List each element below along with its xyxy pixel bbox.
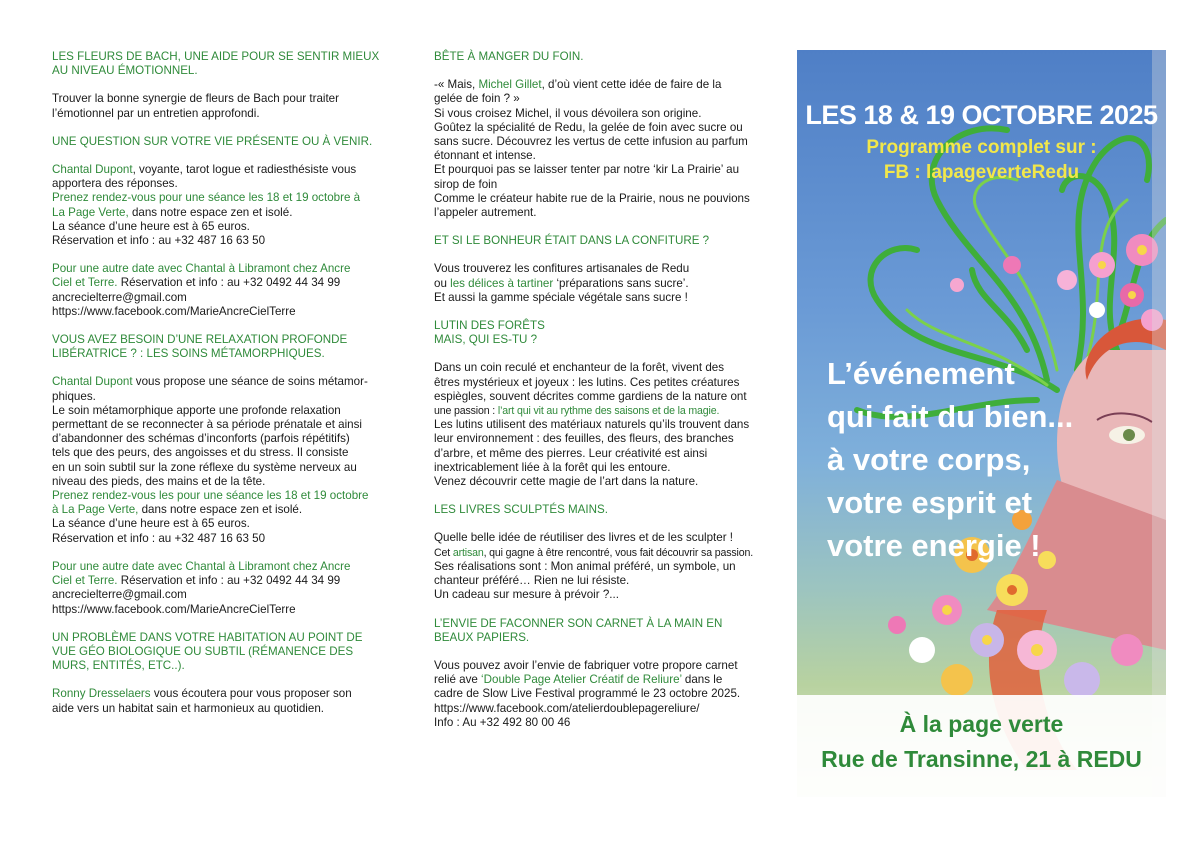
- foin-line10: l’appeler autrement.: [434, 206, 537, 220]
- question-line2: apportera des réponses.: [52, 177, 178, 191]
- slogan-line1: L’événement: [827, 356, 1015, 391]
- confiture-line1: Vous trouverez les confitures artisanales de Redu: [434, 262, 690, 276]
- relax-line1: Chantal Dupont vous propose une séance de soins métamor-: [52, 375, 368, 389]
- libramont2-facebook: https://www.facebook.com/MarieAncreCielTerre: [52, 602, 296, 616]
- question-title: UNE QUESTION SUR VOTRE VIE PRÉSENTE OU À VENIR.: [52, 134, 373, 148]
- carnet-title-line2: BEAUX PAPIERS.: [434, 630, 530, 644]
- confiture-line3: Et aussi la gamme spéciale végétale sans sucre !: [434, 290, 688, 304]
- relax-title-line2: LIBÉRATRICE ? : LES SOINS MÉTAMORPHIQUES.: [52, 347, 325, 361]
- relax-line5: d’abandonner des schémas d’inconforts (parfois répétitifs): [52, 432, 350, 446]
- address-street: Rue de Transinne, 21 à REDU: [821, 746, 1142, 772]
- libramont2-email: ancrecielterre@gmail.com: [52, 588, 187, 602]
- iris-shape: [1123, 429, 1135, 441]
- middle-column: [434, 50, 779, 730]
- lutin-line4: une passion : l’art qui vit au rythme des saisons et de la magie.: [434, 405, 720, 418]
- lutin-line5: Les lutins utilisent des matériaux naturels qu’ils trouvent dans: [434, 418, 750, 432]
- lutin-line1: Dans un coin reculé et enchanteur de la forêt, vivent des: [434, 361, 725, 375]
- libramont-line2: Ciel et Terre. Réservation et info : au +32 0492 44 34 99: [52, 276, 341, 290]
- slogan-line3: à votre corps,: [827, 442, 1031, 477]
- libramont-email: ancrecielterre@gmail.com: [52, 290, 187, 304]
- foin-line6: étonnant et intense.: [434, 149, 536, 163]
- lutin-line2: êtres mystérieux et joyeux : les lutins. Ces petites créatures: [434, 375, 740, 389]
- slogan-line4: votre esprit et: [827, 485, 1033, 520]
- relax-line9: Prenez rendez-vous les pour une séance les 18 et 19 octobre: [52, 489, 369, 503]
- lutin-title-line1: LUTIN DES FORÊTS: [434, 319, 545, 333]
- relax-line3: Le soin métamorphique apporte une profonde relaxation: [52, 403, 341, 417]
- relax-line7: en un soin subtil sur la zone réflexe du système nerveux au: [52, 460, 357, 474]
- slogan-line5: votre energie !: [827, 528, 1041, 563]
- bach-title-line2: AU NIVEAU ÉMOTIONNEL.: [52, 64, 198, 78]
- person-name: Chantal Dupont: [52, 163, 133, 177]
- carnet-title-line1: L’ENVIE DE FACONNER SON CARNET À LA MAIN EN: [434, 616, 723, 630]
- carnet-line2: relié ave ‘Double Page Atelier Créatif de Reliure’ dans le: [434, 673, 723, 687]
- slogan: [827, 352, 1087, 567]
- foin-line8: sirop de foin: [434, 177, 498, 191]
- libramont2-line2: Ciel et Terre. Réservation et info : au +32 0492 44 34 99: [52, 574, 341, 588]
- foin-title: BÊTE À MANGER DU FOIN.: [434, 50, 584, 63]
- relax-line10: à La Page Verte, dans notre espace zen et isolé.: [52, 503, 303, 517]
- carnet-facebook: https://www.facebook.com/atelierdoublepagereliure/: [434, 701, 700, 715]
- relax-line12: Réservation et info : au +32 487 16 63 50: [52, 531, 266, 545]
- foin-line1: -« Mais, Michel Gillet, d’où vient cette idée de faire de la: [434, 78, 722, 92]
- foin-line9: Comme le créateur habite rue de la Prairie, nous ne pouvions: [434, 191, 750, 205]
- programme-text: Programme complet sur :: [866, 137, 1097, 158]
- bach-title-line1: LES FLEURS DE BACH, UNE AIDE POUR SE SENTIR MIEUX: [52, 50, 380, 63]
- habitat-line1: Ronny Dresselaers vous écoutera pour vous proposer son: [52, 687, 352, 701]
- lutin-line9: Venez découvrir cette magie de l’art dans la nature.: [434, 475, 699, 489]
- livres-line5: Un cadeau sur mesure à prévoir ?...: [434, 588, 619, 602]
- relax-title-line1: VOUS AVEZ BESOIN D’UNE RELAXATION PROFONDE: [52, 333, 348, 347]
- relax-line6: tels que des peurs, des angoisses et du stress. Il consiste: [52, 446, 349, 460]
- libramont2-line1: Pour une autre date avec Chantal à Libramont chez Ancre: [52, 559, 351, 573]
- carnet-info: Info : Au +32 492 80 00 46: [434, 715, 571, 729]
- question-line3: Prenez rendez-vous pour une séance les 18 et 19 octobre à: [52, 191, 361, 205]
- relax-line2: phiques.: [52, 389, 96, 403]
- carnet-line3: cadre de Slow Live Festival programmé le 23 octobre 2025.: [434, 687, 741, 701]
- lutin-line6: leur environnement : des feuilles, des fleurs, des branches: [434, 432, 734, 446]
- livres-line4: chanteur préféré… Rien ne lui résiste.: [434, 574, 630, 588]
- livres-line3: Ses réalisations sont : Mon animal préféré, un symbole, un: [434, 559, 736, 573]
- event-date: LES 18 & 19 OCTOBRE 2025: [805, 100, 1158, 130]
- foin-line4: Goûtez la spécialité de Redu, la gelée de foin avec sucre ou: [434, 120, 743, 134]
- question-line6: Réservation et info : au +32 487 16 63 50: [52, 234, 266, 248]
- bach-body-line2: l’émotionnel par un entretien approfondi.: [52, 106, 260, 120]
- lutin-title-line2: MAIS, QUI ES-TU ?: [434, 333, 538, 347]
- relax-line4: permettant de se reconnecter à sa période prénatale et ainsi: [52, 418, 363, 432]
- livres-line1: Quelle belle idée de réutiliser des livres et de les sculpter !: [434, 531, 734, 545]
- confiture-line2: ou les délices à tartiner ‘préparations sans sucre’.: [434, 276, 689, 290]
- livres-title: LES LIVRES SCULPTÉS MAINS.: [434, 503, 608, 517]
- livres-line2: Cet artisan, qui gagne à être rencontré, vous fait découvrir sa passion.: [434, 546, 753, 559]
- foin-line3: Si vous croisez Michel, il vous dévoilera son origine.: [434, 106, 702, 120]
- address-venue: À la page verte: [899, 711, 1064, 737]
- lutin-line7: d’arbre, et même des pierres. Leur créativité est ainsi: [434, 446, 708, 460]
- slogan-line2: qui fait du bien...: [827, 399, 1074, 434]
- lutin-line8: inextricablement liée à la forêt qui les entoure.: [434, 460, 671, 474]
- bach-body-line1: Trouver la bonne synergie de fleurs de Bach pour traiter: [52, 92, 339, 106]
- question-line4: La Page Verte, dans notre espace zen et isolé.: [52, 205, 293, 219]
- relax-line8: niveau des pieds, des mains et de la tête.: [52, 474, 266, 488]
- lutin-line3: espiègles, souvent décrites comme gardiens de la nature ont: [434, 389, 747, 403]
- confiture-title: ET SI LE BONHEUR ÉTAIT DANS LA CONFITURE ?: [434, 234, 710, 248]
- habitat-title-line1: UN PROBLÈME DANS VOTRE HABITATION AU POINT DE: [52, 630, 363, 644]
- carnet-line1: Vous pouvez avoir l’envie de fabriquer votre propore carnet: [434, 658, 738, 672]
- foin-line5: sans sucre. Découvrez les vertus de cette infusion au parfum: [434, 135, 748, 149]
- habitat-line2: aide vers un habitat sain et harmonieux au quotidien.: [52, 701, 324, 715]
- facebook-handle: FB : lapageverteRedu: [883, 162, 1080, 183]
- libramont-line1: Pour une autre date avec Chantal à Libramont chez Ancre: [52, 262, 351, 276]
- habitat-title-line3: MURS, ENTITÉS, ETC..).: [52, 659, 185, 673]
- libramont-facebook: https://www.facebook.com/MarieAncreCielTerre: [52, 304, 296, 318]
- question-line5: La séance d’une heure est à 65 euros.: [52, 219, 250, 233]
- foin-line2: gelée de foin ? »: [434, 92, 520, 106]
- poster-panel: [797, 50, 1166, 797]
- habitat-title-line2: VUE GÉO BIOLOGIQUE OU SUBTIL (RÉMANENCE DES: [52, 644, 354, 658]
- question-line1: Chantal Dupont, voyante, tarot logue et radiesthésiste vous: [52, 163, 357, 177]
- foin-line7: Et pourquoi pas se laisser tenter par notre ‘kir La Prairie’ au: [434, 163, 740, 177]
- left-column: [52, 50, 387, 716]
- relax-line11: La séance d’une heure est à 65 euros.: [52, 517, 250, 531]
